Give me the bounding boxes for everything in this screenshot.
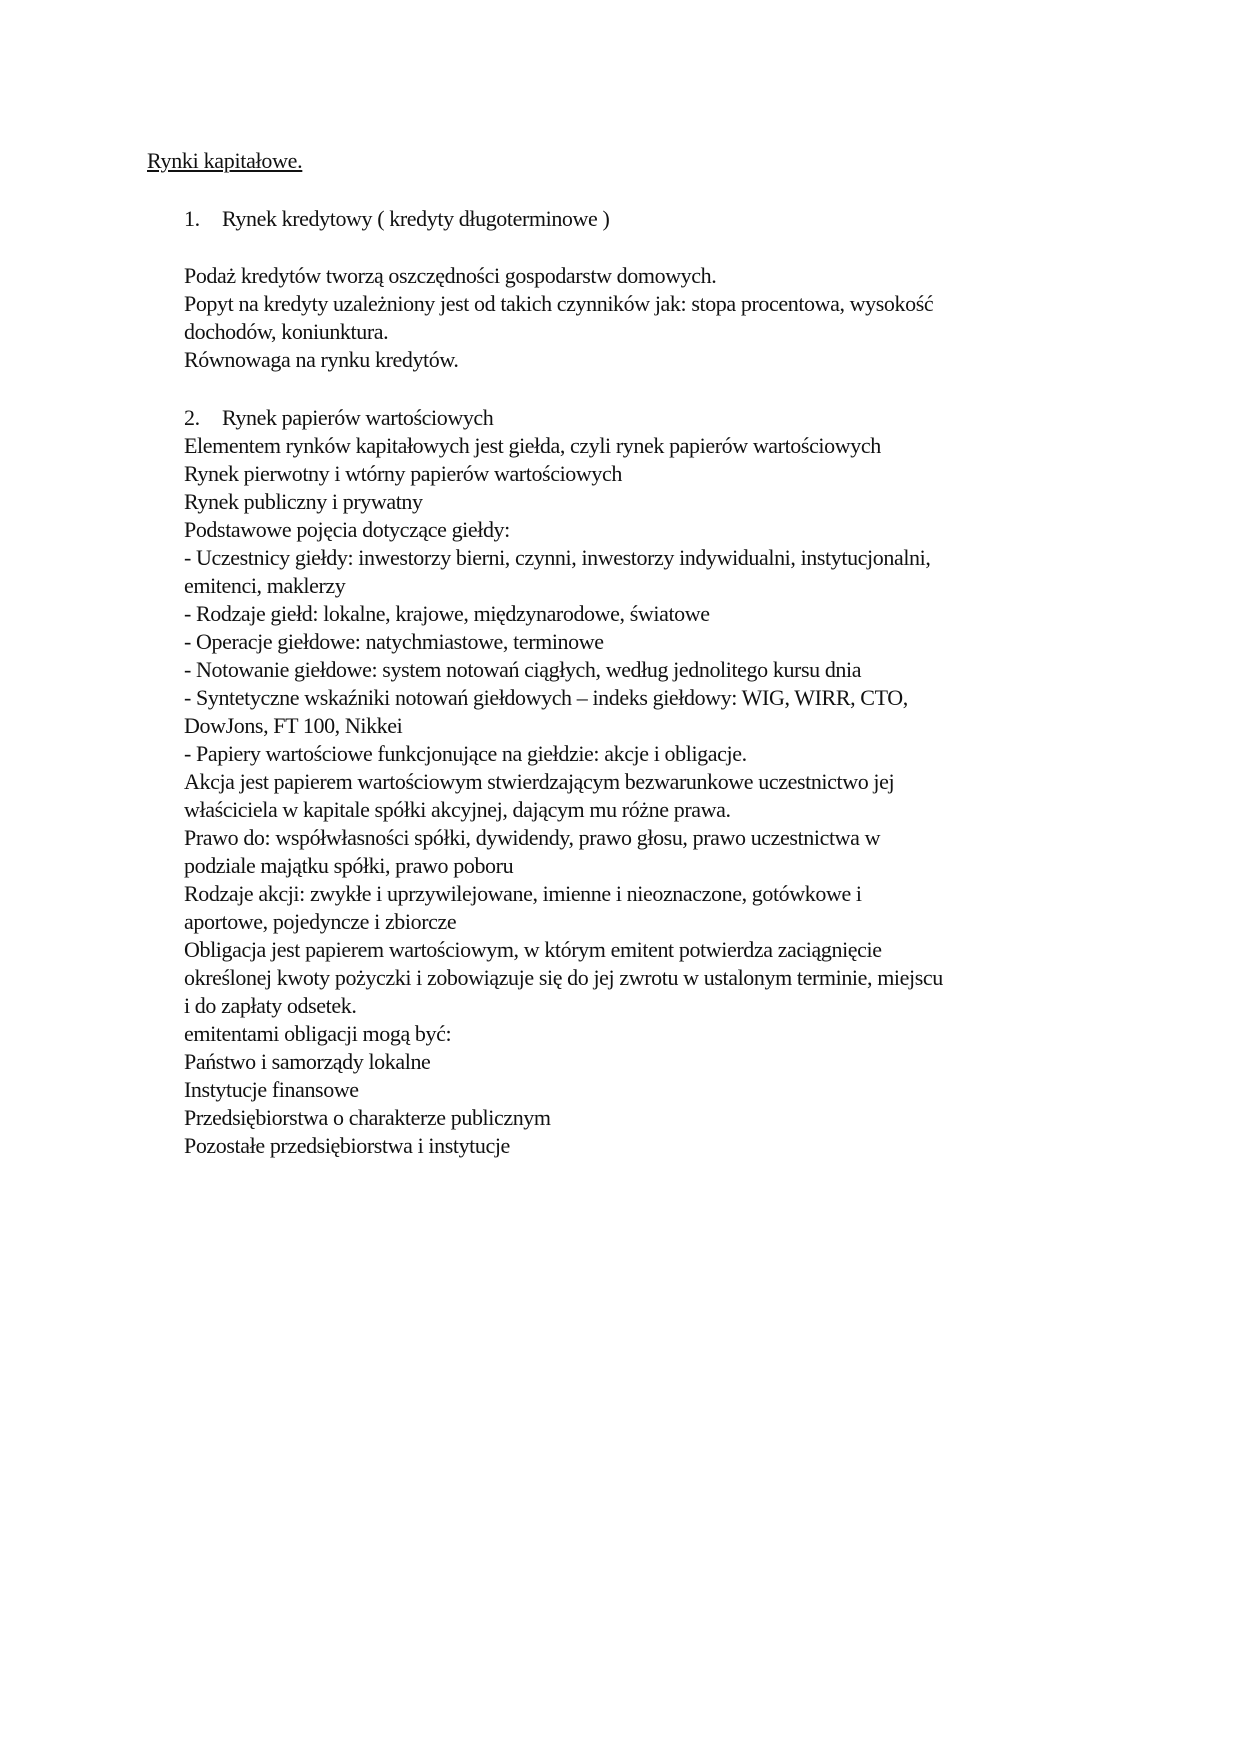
paragraph-line: Rynek pierwotny i wtórny papierów wartościowych	[184, 461, 622, 486]
paragraph-line: określonej kwoty pożyczki i zobowiązuje się do jej zwrotu w ustalonym terminie, miejscu	[184, 965, 943, 990]
paragraph-line: Obligacja jest papierem wartościowym, w którym emitent potwierdza zaciągnięcie	[184, 937, 882, 962]
list-item: - Uczestnicy giełdy: inwestorzy bierni, czynni, inwestorzy indywidualni, instytucjonalni,	[184, 545, 931, 570]
list-item: - Notowanie giełdowe: system notowań ciągłych, według jednolitego kursu dnia	[184, 657, 862, 682]
section-heading-text: Rynek papierów wartościowych	[222, 405, 494, 430]
paragraph-line: emitentami obligacji mogą być:	[184, 1021, 452, 1046]
paragraph-line: podziale majątku spółki, prawo poboru	[184, 853, 514, 878]
list-item: - Papiery wartościowe funkcjonujące na giełdzie: akcje i obligacje.	[184, 741, 747, 766]
section-1-heading	[184, 205, 609, 233]
paragraph-line: Instytucje finansowe	[184, 1077, 359, 1102]
section-heading-text: Rynek kredytowy ( kredyty długoterminowe )	[222, 206, 610, 231]
paragraph-line: Elementem rynków kapitałowych jest giełda, czyli rynek papierów wartościowych	[184, 433, 881, 458]
paragraph-line: DowJons, FT 100, Nikkei	[184, 713, 403, 738]
list-item: - Syntetyczne wskaźniki notowań giełdowych – indeks giełdowy: WIG, WIRR, CTO,	[184, 685, 908, 710]
paragraph-line: Akcja jest papierem wartościowym stwierdzającym bezwarunkowe uczestnictwo jej	[184, 769, 895, 794]
paragraph-line: właściciela w kapitale spółki akcyjnej, dającym mu różne prawa.	[184, 797, 731, 822]
paragraph-line: emitenci, maklerzy	[184, 573, 346, 598]
list-item: - Operacje giełdowe: natychmiastowe, terminowe	[184, 629, 604, 654]
document-title: Rynki kapitałowe.	[147, 148, 303, 173]
list-item: - Rodzaje giełd: lokalne, krajowe, międzynarodowe, światowe	[184, 601, 710, 626]
paragraph-line: Popyt na kredyty uzależniony jest od takich czynników jak: stopa procentowa, wysokość	[184, 291, 934, 316]
paragraph-line: Prawo do: współwłasności spółki, dywidendy, prawo głosu, prawo uczestnictwa w	[184, 825, 881, 850]
paragraph-line: Państwo i samorządy lokalne	[184, 1049, 431, 1074]
section-number: 1.	[184, 206, 200, 231]
paragraph-line: dochodów, koniunktura.	[184, 319, 389, 344]
paragraph-line: Podaż kredytów tworzą oszczędności gospodarstw domowych.	[184, 263, 717, 288]
paragraph-line: Podstawowe pojęcia dotyczące giełdy:	[184, 517, 510, 542]
paragraph-line: Przedsiębiorstwa o charakterze publicznym	[184, 1105, 551, 1130]
paragraph-line: i do zapłaty odsetek.	[184, 993, 357, 1018]
paragraph-line: Rynek publiczny i prywatny	[184, 489, 423, 514]
section-2-heading	[184, 404, 493, 432]
paragraph-line: Pozostałe przedsiębiorstwa i instytucje	[184, 1133, 510, 1158]
paragraph-line: aportowe, pojedyncze i zbiorcze	[184, 909, 457, 934]
section-number: 2.	[184, 405, 200, 430]
paragraph-line: Równowaga na rynku kredytów.	[184, 347, 459, 372]
paragraph-line: Rodzaje akcji: zwykłe i uprzywilejowane, imienne i nieoznaczone, gotówkowe i	[184, 881, 862, 906]
